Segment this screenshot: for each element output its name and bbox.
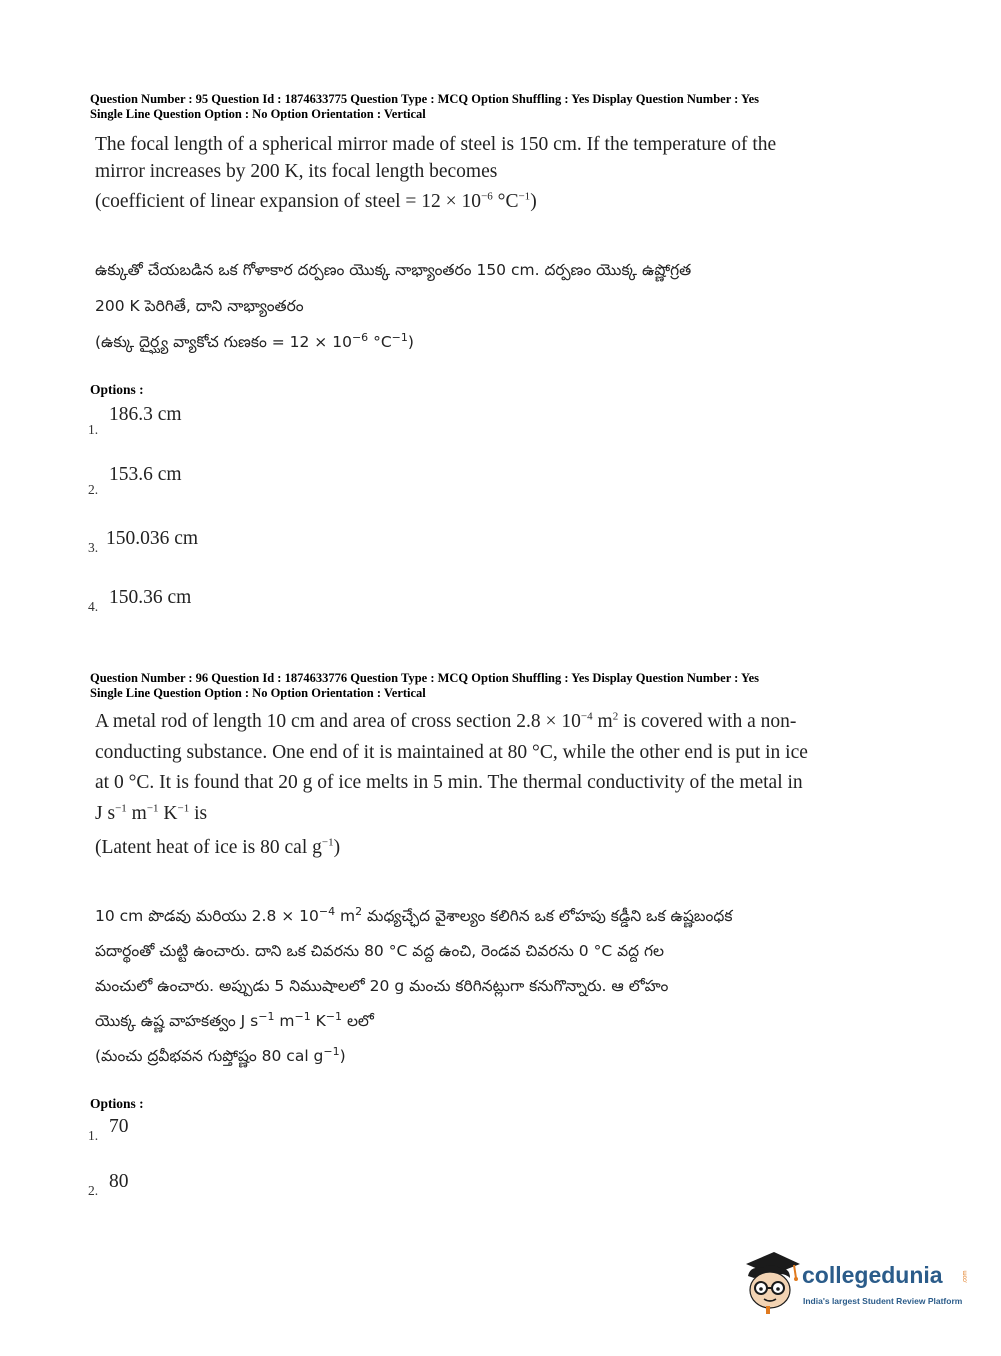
q96-te-line1: 10 cm పొడవు మరియు $2.8 \times 10^{-4}$ $m^2$ మధ్యచ్ఛేద వైశాల్యం కలిగిన ఒక లోహపు కడ్డీని ఒక ఉష్ణబంధక (95, 904, 733, 925)
option-number: 1. (88, 1128, 99, 1143)
q96-en-line2: conducting substance. One end of it is maintained at 80 °C, while the other end is put in ice (95, 741, 808, 763)
q96-en-line1: A metal rod of length 10 cm and area of cross section $2.8 \times 10^{-4}$ $m^2$ is covered with a non- (95, 710, 797, 732)
q95-en-line1: The focal length of a spherical mirror made of steel is 150 cm. If the temperature of the (95, 134, 777, 155)
logo-tagline: India's largest Student Review Platform (803, 1296, 963, 1306)
q95-question-english (95, 130, 875, 216)
option-number: 2. (88, 482, 99, 497)
q96-te-line3: మంచులో ఉంచారు. అప్పుడు 5 నిముషాలలో 20 g మంచు కరిగినట్లుగా కనుగొన్నారు. ఆ లోహం (95, 977, 669, 995)
option-number: 2. (88, 1183, 99, 1198)
q95-question-telugu (95, 252, 875, 360)
option-number: 4. (88, 599, 99, 614)
logo-domain-suffix: .com (962, 1270, 969, 1284)
q95-option-1[interactable] (88, 404, 388, 444)
q95-en-line2: mirror increases by 200 K, its focal length becomes (95, 161, 498, 182)
q95-en-line3: (coefficient of linear expansion of steel = $12 \times 10^{-6}$ $^\circ C^{-1}$) (95, 190, 537, 212)
option-value: 150.36 cm (109, 587, 192, 608)
q95-option-4[interactable] (88, 587, 388, 627)
option-value: 80 (109, 1171, 129, 1192)
q95-meta (90, 92, 910, 121)
option-value: 70 (109, 1116, 129, 1137)
q96-option-2[interactable] (88, 1171, 388, 1211)
q96-question-english (95, 707, 875, 864)
q96-question-telugu (95, 899, 875, 1074)
option-number: 3. (88, 540, 99, 555)
mascot-icon (740, 1248, 802, 1314)
q96-option-1[interactable] (88, 1116, 388, 1156)
q95-options-label: Options : (90, 382, 144, 397)
q96-te-line4: యొక్క ఉష్ణ వాహకత్వం J $s^{-1}$ $m^{-1}$ $K^{-1}$ లలో (95, 1009, 374, 1030)
q95-meta-line2: Single Line Question Option : No Option Orientation : Vertical (90, 106, 426, 121)
q96-te-line2: పదార్థంతో చుట్టి ఉంచారు. దాని ఒక చివరను 80 °C వద్ద ఉంచి, రెండవ చివరను 0 °C వద్ద గల (95, 942, 664, 960)
q95-option-2[interactable] (88, 464, 388, 504)
q96-en-line3: at 0 °C. It is found that 20 g of ice melts in 5 min. The thermal conductivity of the metal in (95, 772, 803, 793)
q95-te-line3: (ఉక్కు దైర్ఘ్య వ్యాకోచ గుణకం = $12 \times 10^{-6}$ $^\circ C^{-1}$) (95, 330, 414, 351)
q95-option-3[interactable] (88, 528, 388, 568)
option-value: 153.6 cm (109, 464, 182, 485)
logo-wordmark: collegedunia (802, 1262, 943, 1288)
q96-en-line5: (Latent heat of ice is 80 cal $g^{-1}$) (95, 836, 341, 858)
q96-meta (90, 671, 910, 700)
option-value: 150.036 cm (106, 528, 199, 549)
q96-meta-line2: Single Line Question Option : No Option Orientation : Vertical (90, 685, 426, 700)
option-number: 1. (88, 422, 99, 437)
q95-meta-line1: Question Number : 95 Question Id : 1874633775 Question Type : MCQ Option Shuffling : Yes Display Question Number : Yes (90, 92, 760, 106)
q96-meta-line1: Question Number : 96 Question Id : 1874633776 Question Type : MCQ Option Shuffling : Yes Display Question Number : Yes (90, 671, 760, 685)
collegedunia-logo (740, 1248, 970, 1318)
q95-te-line1: ఉక్కుతో చేయబడిన ఒక గోళాకార దర్పణం యొక్క నాభ్యాంతరం 150 cm. దర్పణం యొక్క ఉష్ణోగ్రత (95, 261, 692, 279)
q95-te-line2: 200 K పెరిగితే, దాని నాభ్యాంతరం (95, 297, 304, 315)
q96-options-label: Options : (90, 1096, 144, 1111)
q96-te-line5: (మంచు ద్రవీభవన గుప్తోష్ణం 80 cal $g^{-1}$) (95, 1044, 346, 1065)
option-value: 186.3 cm (109, 404, 182, 425)
q96-en-line4: J $s^{-1}$ $m^{-1}$ $K^{-1}$ is (95, 802, 208, 824)
